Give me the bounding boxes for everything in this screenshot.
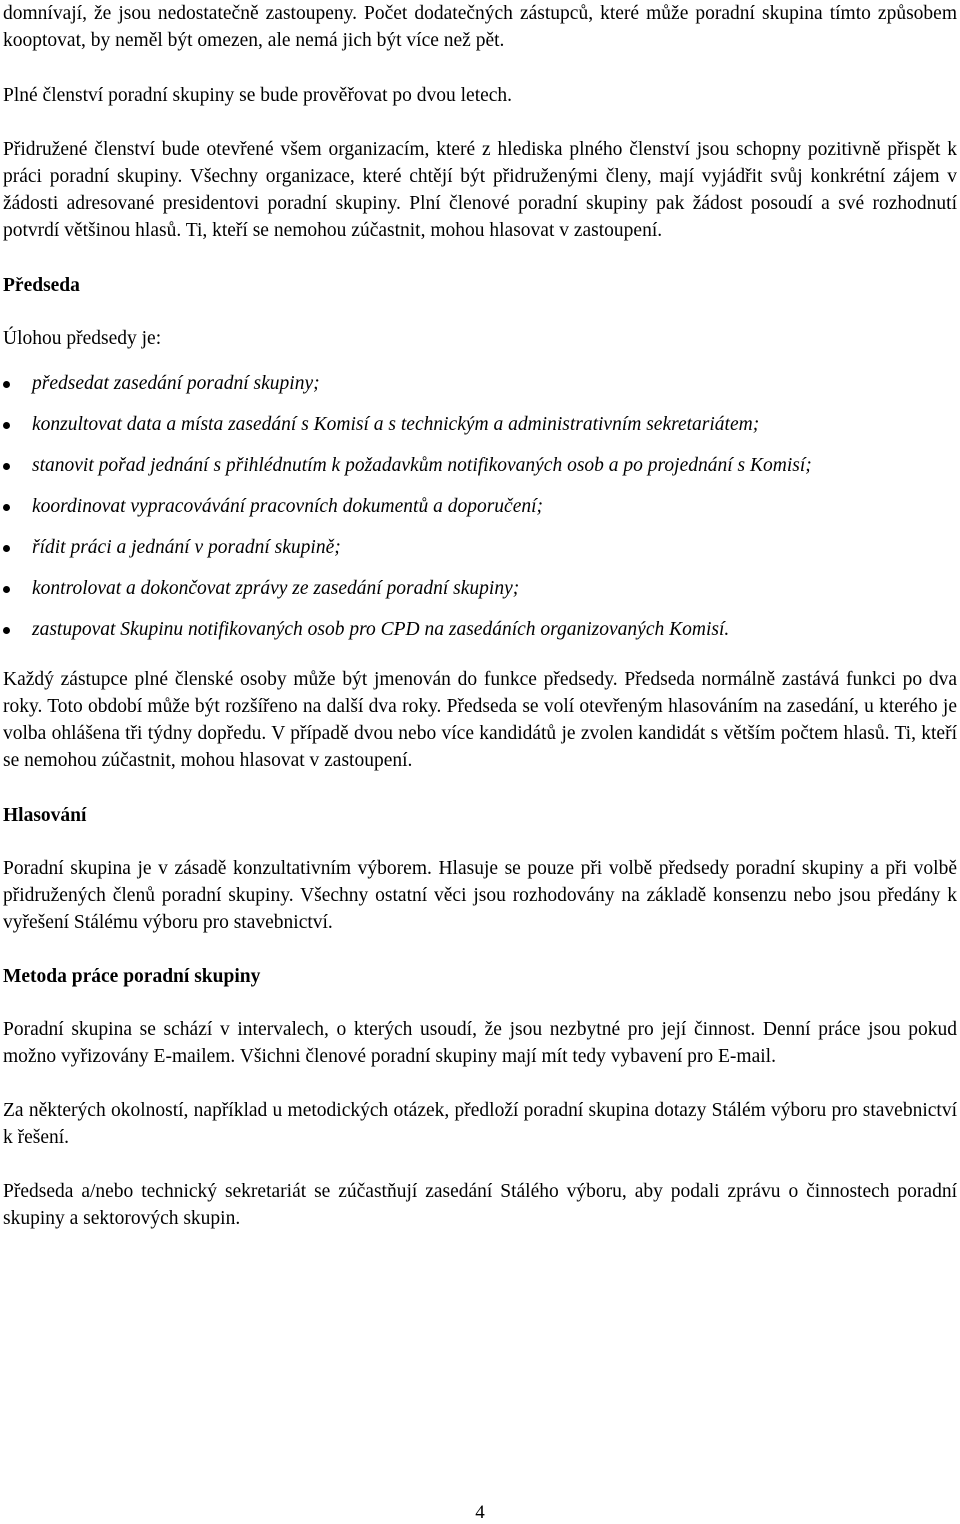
page-number: 4 [475, 1502, 485, 1523]
document-page [3, 0, 957, 1232]
paragraph-chair-election: Každý zástupce plné členské osoby může být jmenován do funkce předsedy. Předseda normálně zastává funkci po dva roky. Toto období může být rozšířeno na další dva roky. Předseda se volí otevřeným hlasováním na zasedání, u kterého je volba ohlášena tři týdny dopředu. V případě dvou nebo více kandidátů je zvolen kandidát s větším počtem hlasů. Ti, kteří se nemohou zúčastnit, mohou hlasovat v zastoupení. [3, 669, 957, 771]
bullet-icon [3, 381, 10, 388]
bullet-icon [3, 504, 10, 511]
list-item [3, 452, 957, 479]
chair-duties-list [3, 370, 957, 643]
list-item-text: koordinovat vypracovávání pracovních dokumentů a doporučení; [32, 496, 544, 517]
list-item [3, 370, 957, 397]
list-item [3, 575, 957, 602]
bullet-icon [3, 586, 10, 593]
heading-chair: Předseda [3, 275, 80, 296]
list-item [3, 493, 957, 520]
bullet-icon [3, 627, 10, 634]
list-item-text: řídit práci a jednání v poradní skupině; [32, 537, 341, 558]
paragraph-voting: Poradní skupina je v zásadě konzultativním výborem. Hlasuje se pouze při volbě předsedy poradní skupiny a při volbě přidružených členů poradní skupiny. Všechny ostatní věci jsou rozhodovány na základě konsenzu nebo jsou předány k vyřešení Stálému výboru pro stavebnictví. [3, 858, 957, 933]
paragraph-methodical-questions: Za některých okolností, například u metodických otázek, předloží poradní skupina dotazy Stálém výboru pro stavebnictví k řešení. [3, 1100, 957, 1148]
bullet-icon [3, 463, 10, 470]
heading-voting: Hlasování [3, 805, 87, 826]
list-item-text: předsedat zasedání poradní skupiny; [32, 373, 320, 394]
list-item [3, 411, 957, 438]
list-item-text: kontrolovat a dokončovat zprávy ze zasedání poradní skupiny; [32, 578, 520, 599]
list-item [3, 616, 957, 643]
bullet-icon [3, 545, 10, 552]
heading-working-method: Metoda práce poradní skupiny [3, 966, 261, 987]
paragraph-meetings: Poradní skupina se schází v intervalech, o kterých usoudí, že jsou nezbytné pro její činnost. Denní práce jsou pokud možno vyřizovány E-mailem. Všichni členové poradní skupiny mají mít tedy vybavení pro E-mail. [3, 1019, 957, 1067]
list-item-text: zastupovat Skupinu notifikovaných osob pro CPD na zasedáních organizovaných Komisí. [32, 619, 730, 640]
paragraph-associate-membership: Přidružené členství bude otevřené všem organizacím, které z hlediska plného členství jsou schopny pozitivně přispět k práci poradní skupiny. Všechny organizace, které chtějí být přidruženými členy, mají vyjádřit svůj konkrétní zájem v žádosti adresované presidentovi poradní skupiny. Plní členové poradní skupiny pak žádost posoudí a své rozhodnutí potvrdí většinou hlasů. Ti, kteří se nemohou zúčastnit, mohou hlasovat v zastoupení. [3, 139, 957, 241]
list-item [3, 534, 957, 561]
list-item-text: stanovit pořad jednání s přihlédnutím k požadavkům notifikovaných osob a po projednání s Komisí; [32, 455, 812, 476]
list-item-text: konzultovat data a místa zasedání s Komisí a s technickým a administrativním sekretariátem; [32, 414, 760, 435]
paragraph-reporting: Předseda a/nebo technický sekretariát se zúčastňují zasedání Stálého výboru, aby podali zprávu o činnostech poradní skupiny a sektorových skupin. [3, 1181, 957, 1229]
paragraph-cooptation: domnívají, že jsou nedostatečně zastoupeny. Počet dodatečných zástupců, které může poradní skupina tímto způsobem kooptovat, by neměl být omezen, ale nemá jich být více než pět. [3, 3, 957, 51]
paragraph-chair-intro: Úlohou předsedy je: [3, 328, 162, 349]
bullet-icon [3, 422, 10, 429]
paragraph-membership-review: Plné členství poradní skupiny se bude prověřovat po dvou letech. [3, 85, 513, 106]
